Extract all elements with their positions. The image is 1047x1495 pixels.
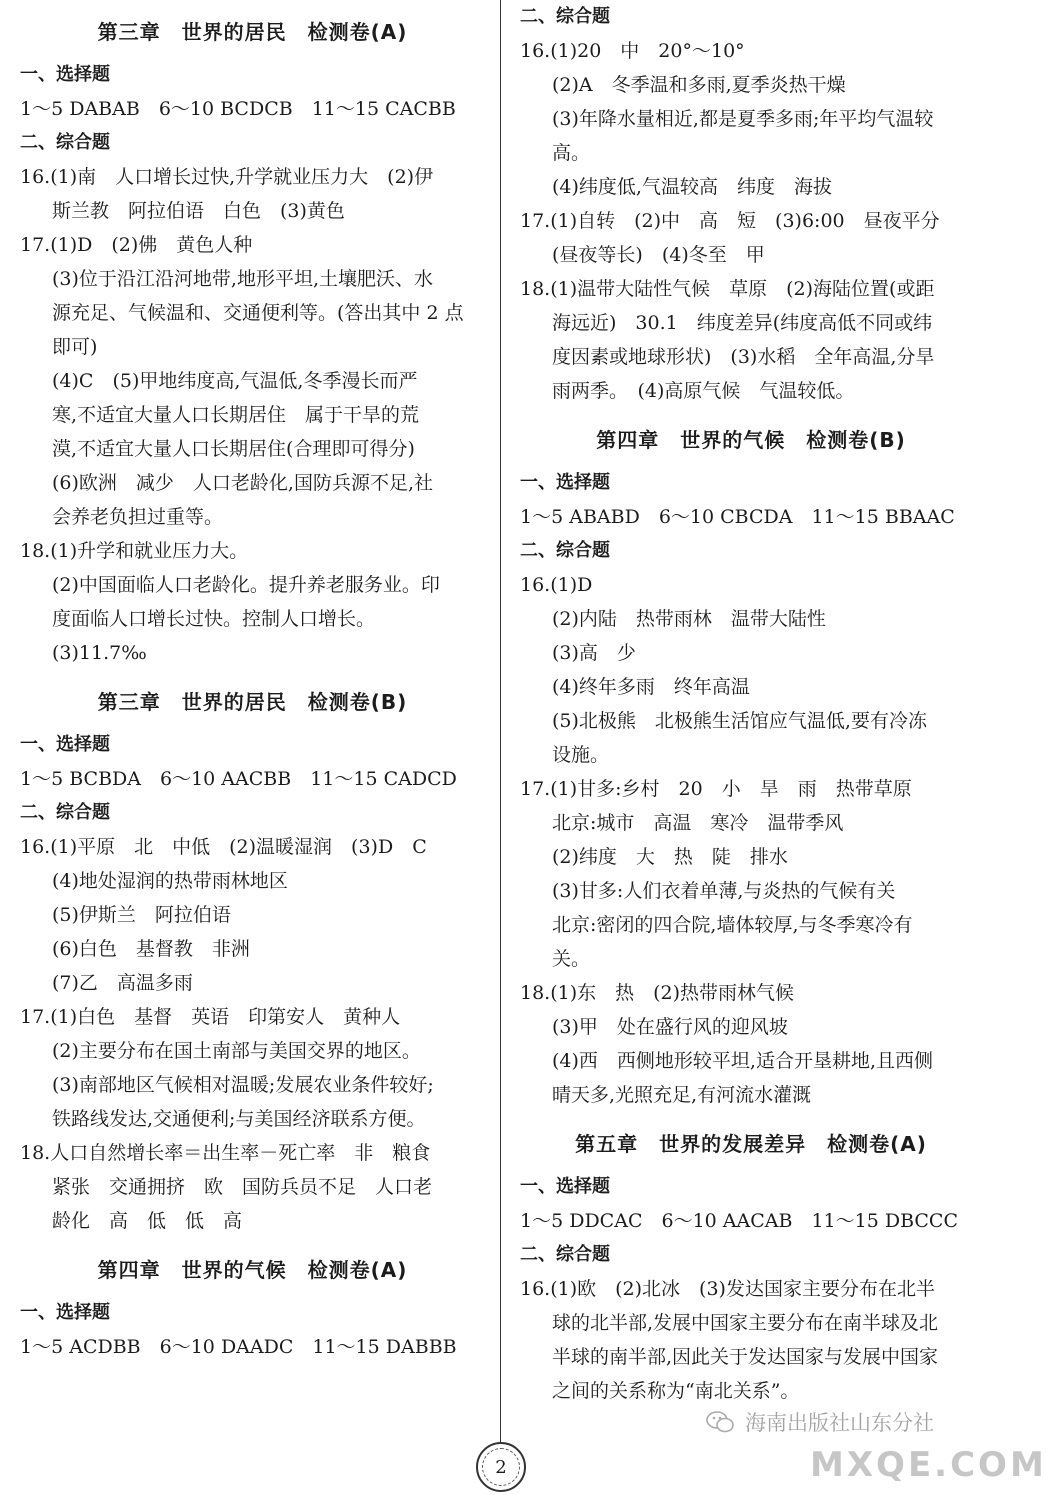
answer-line: 铁路线发达,交通便利;与美国经济联系方便。 [52,1108,426,1130]
answer-line: 设施。 [552,744,610,766]
answer-line: (3)南部地区气候相对温暖;发展农业条件较好; [52,1074,434,1096]
section-title: 第四章 世界的气候 检测卷(B) [596,428,906,452]
answer-line: 斯兰教 阿拉伯语 白色 (3)黄色 [52,200,345,222]
answer-line: 1～5 DDCAC 6～10 AACAB 11～15 DBCCC [520,1210,959,1232]
answer-line: (2)纬度 大 热 陡 排水 [552,846,788,868]
answer-line: 漠,不适宜大量人口长期居住(合理即可得分) [52,438,415,460]
answer-line: (2)主要分布在国土南部与美国交界的地区。 [52,1040,421,1062]
watermark [700,1405,1047,1493]
answer-line: 海远近) 30.1 纬度差异(纬度高低不同或纬 [552,312,933,334]
answer-line: (4)纬度低,气温较高 纬度 海拔 [552,176,832,198]
section-heading: 一、选择题 [520,472,610,493]
left-column [20,0,485,1364]
answer-line: 北京:密闭的四合院,墙体较厚,与冬季寒冷有 [552,914,913,936]
answer-line: 16.(1)20 中 20°～10° [520,40,745,62]
right-column [520,0,982,1408]
answer-line: 18.(1)升学和就业压力大。 [20,540,249,562]
section-heading: 二、综合题 [20,132,110,153]
page-number [476,1442,526,1492]
answer-line: (6)欧洲 减少 人口老龄化,国防兵源不足,社 [52,472,433,494]
answer-line: 17.(1)自转 (2)中 高 短 (3)6:00 昼夜平分 [520,210,940,232]
section-heading: 二、综合题 [520,540,610,561]
answer-line: 关。 [552,948,591,970]
answer-line: 雨两季。 (4)高原气候 气温较低。 [552,380,855,402]
answer-line: (2)内陆 热带雨林 温带大陆性 [552,608,826,630]
section-heading: 一、选择题 [520,1176,610,1197]
answer-line: 晴天多,光照充足,有河流水灌溉 [552,1084,812,1106]
answer-line: (7)乙 高温多雨 [52,972,193,994]
section-title: 第三章 世界的居民 检测卷(B) [97,690,408,714]
answer-line: (3)11.7‰ [52,642,147,664]
answer-line: 紧张 交通拥挤 欧 国防兵员不足 人口老 [52,1176,433,1198]
watermark-text: 海南出版社山东分社 [745,1411,934,1435]
answer-line: 16.(1)D [520,574,593,596]
answer-line: (4)终年多雨 终年高温 [552,676,750,698]
section-title: 第五章 世界的发展差异 检测卷(A) [575,1132,927,1156]
answer-line: 度面临人口增长过快。控制人口增长。 [52,608,376,630]
answer-line: 半球的南半部,因此关于发达国家与发展中国家 [552,1346,939,1368]
section-title: 第四章 世界的气候 检测卷(A) [97,1258,408,1282]
section-heading: 二、综合题 [520,6,610,27]
page-number-text: 2 [495,1456,507,1478]
answer-line: (4)C (5)甲地纬度高,气温低,冬季漫长而严 [52,370,418,392]
wechat-icon [705,1409,735,1435]
answer-line: 会养老负担过重等。 [52,506,224,528]
section-heading: 一、选择题 [20,734,110,755]
answer-line: 1～5 ACDBB 6～10 DAADC 11～15 DABBB [20,1336,457,1358]
answer-line: (2)A 冬季温和多雨,夏季炎热干燥 [552,74,846,96]
answer-line: 源充足、气候温和、交通便利等。(答出其中 2 点 [52,302,464,324]
answer-line: 1～5 BCBDA 6～10 AACBB 11～15 CADCD [20,768,457,790]
answer-line: (2)中国面临人口老龄化。提升养老服务业。印 [52,574,440,596]
section-heading: 二、综合题 [520,1244,610,1265]
answer-line: (3)高 少 [552,642,636,664]
column-divider [500,0,501,1452]
watermark-site: MXQE.COM [810,1445,1047,1485]
section-title: 第三章 世界的居民 检测卷(A) [97,20,408,44]
answer-line: 18.人口自然增长率＝出生率－死亡率 非 粮食 [20,1142,431,1164]
section-heading: 一、选择题 [20,64,110,85]
answer-line: 1～5 ABABD 6～10 CBCDA 11～15 BBAAC [520,506,955,528]
answer-line: 17.(1)白色 基督 英语 印第安人 黄种人 [20,1006,401,1028]
answer-line: 龄化 高 低 低 高 [52,1210,243,1232]
answer-line: (4)地处湿润的热带雨林地区 [52,870,288,892]
answer-line: 1～5 DABAB 6～10 BCDCB 11～15 CACBB [20,98,456,120]
answer-line: 16.(1)平原 北 中低 (2)温暖湿润 (3)D C [20,836,427,858]
answer-line: (3)位于沿江沿河地带,地形平坦,土壤肥沃、水 [52,268,433,290]
answer-line: (3)甘多:人们衣着单薄,与炎热的气候有关 [552,880,896,902]
answer-line: 18.(1)温带大陆性气候 草原 (2)海陆位置(或距 [520,278,935,300]
answer-line: 17.(1)甘多:乡村 20 小 旱 雨 热带草原 [520,778,912,800]
answer-line: 球的北半部,发展中国家主要分布在南半球及北 [552,1312,939,1334]
answer-line: (4)西 西侧地形较平坦,适合开垦耕地,且西侧 [552,1050,933,1072]
answer-line: 即可) [52,336,98,358]
answer-line: 16.(1)欧 (2)北冰 (3)发达国家主要分布在北半 [520,1278,935,1300]
answer-line: 高。 [552,142,591,164]
section-heading: 二、综合题 [20,802,110,823]
answer-line: 寒,不适宜大量人口长期居住 属于干旱的荒 [52,404,420,426]
answer-line: 之间的关系称为“南北关系”。 [552,1380,800,1402]
answer-line: 北京:城市 高温 寒冷 温带季风 [552,812,844,834]
answer-line: (5)北极熊 北极熊生活馆应气温低,要有冷冻 [552,710,927,732]
answer-line: (6)白色 基督教 非洲 [52,938,250,960]
answer-line: 度因素或地球形状) (3)水稻 全年高温,分旱 [552,346,935,368]
section-heading: 一、选择题 [20,1302,110,1323]
answer-line: (5)伊斯兰 阿拉伯语 [52,904,231,926]
answer-line: (3)年降水量相近,都是夏季多雨;年平均气温较 [552,108,934,130]
answer-line: 17.(1)D (2)佛 黄色人种 [20,234,253,256]
answer-line: (昼夜等长) (4)冬至 甲 [552,244,765,266]
answer-line: 18.(1)东 热 (2)热带雨林气候 [520,982,795,1004]
answer-line: (3)甲 处在盛行风的迎风坡 [552,1016,788,1038]
answer-line: 16.(1)南 人口增长过快,升学就业压力大 (2)伊 [20,166,434,188]
